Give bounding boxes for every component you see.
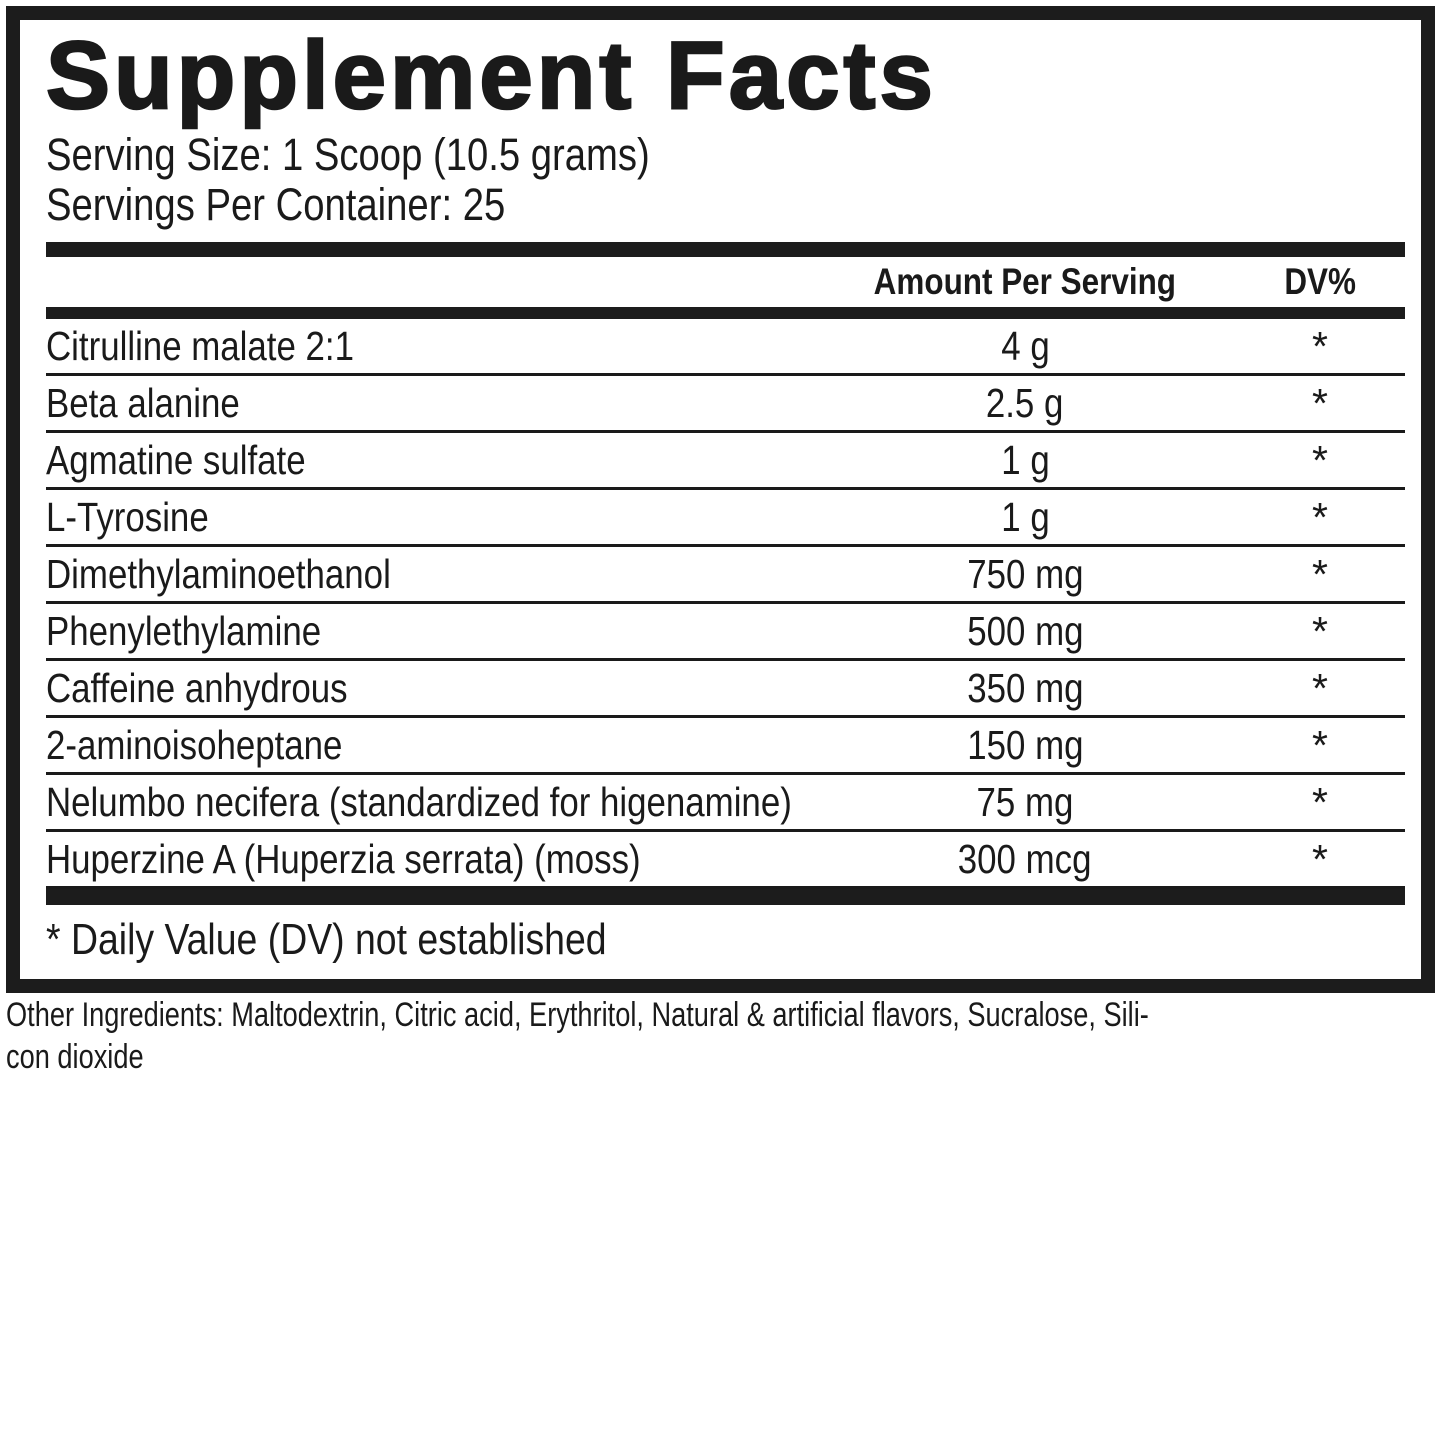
ingredient-row-nelumbo-necifera — [46, 775, 1405, 832]
panel-title: Supplement Facts — [46, 22, 937, 129]
ingredient-dv: * — [1312, 607, 1328, 654]
ingredient-dv: * — [1312, 778, 1328, 825]
ingredient-dv: * — [1312, 835, 1328, 882]
ingredient-name: Agmatine sulfate — [46, 436, 306, 483]
ingredient-amount: 150 mg — [966, 721, 1084, 768]
ingredient-dv: * — [1312, 322, 1328, 369]
ingredient-amount: 350 mg — [966, 664, 1084, 711]
ingredient-amount: 300 mcg — [958, 835, 1092, 882]
ingredient-dv: * — [1312, 379, 1328, 426]
ingredient-amount: 75 mg — [976, 778, 1074, 825]
ingredient-name: Caffeine anhydrous — [46, 664, 348, 711]
ingredient-amount: 2.5 g — [986, 379, 1064, 426]
serving-size-line — [46, 130, 1405, 180]
ingredient-row-agmatine-sulfate — [46, 433, 1405, 490]
ingredient-amount: 500 mg — [966, 607, 1084, 654]
ingredient-name: Phenylethylamine — [46, 607, 322, 654]
ingredient-dv: * — [1312, 550, 1328, 597]
ingredient-dv: * — [1312, 721, 1328, 768]
ingredient-name: Nelumbo necifera (standardized for higenamine) — [46, 778, 792, 825]
divider-bar-top — [46, 242, 1405, 257]
ingredient-name: Citrulline malate 2:1 — [46, 322, 354, 369]
dv-footnote — [46, 905, 1405, 979]
divider-bar-footnote — [46, 889, 1405, 905]
servings-per-container-text: Servings Per Container: 25 — [46, 179, 506, 230]
ingredient-name: Huperzine A (Huperzia serrata) (moss) — [46, 835, 641, 882]
ingredient-dv: * — [1312, 436, 1328, 483]
other-ingredients-line-1: Other Ingredients: Maltodextrin, Citric acid, Erythritol, Natural & artificial flavors, Sucralose, Sili- — [6, 996, 1149, 1034]
ingredient-amount: 1 g — [1000, 436, 1050, 483]
ingredient-row-huperzine-a — [46, 832, 1405, 889]
ingredient-name: Beta alanine — [46, 379, 240, 426]
servings-per-container-line — [46, 180, 1405, 230]
dv-footnote-text: * Daily Value (DV) not established — [46, 915, 607, 964]
ingredient-amount: 1 g — [1000, 493, 1050, 540]
amount-per-serving-header: Amount Per Serving — [873, 261, 1177, 302]
ingredient-name: 2-aminoisoheptane — [46, 721, 343, 768]
ingredient-row-l-tyrosine — [46, 490, 1405, 547]
dv-percent-header: DV% — [1284, 261, 1356, 302]
ingredient-name: L-Tyrosine — [46, 493, 209, 540]
other-ingredients-line-2: con dioxide — [6, 1038, 144, 1076]
other-ingredients-text — [6, 994, 1445, 1078]
ingredient-row-phenylethylamine — [46, 604, 1405, 661]
ingredient-dv: * — [1312, 493, 1328, 540]
ingredient-row-2-aminoisoheptane — [46, 718, 1405, 775]
ingredient-name: Dimethylaminoethanol — [46, 550, 391, 597]
column-header-row — [46, 257, 1405, 307]
ingredient-row-beta-alanine — [46, 376, 1405, 433]
ingredient-amount: 750 mg — [966, 550, 1084, 597]
divider-bar-header — [46, 307, 1405, 319]
ingredient-row-dimethylaminoethanol — [46, 547, 1405, 604]
ingredient-row-citrulline-malate — [46, 319, 1405, 376]
serving-size-text: Serving Size: 1 Scoop (10.5 grams) — [46, 129, 650, 180]
ingredient-amount: 4 g — [1000, 322, 1050, 369]
supplement-facts-panel — [6, 6, 1435, 993]
ingredient-dv: * — [1312, 664, 1328, 711]
ingredient-row-caffeine-anhydrous — [46, 661, 1405, 718]
